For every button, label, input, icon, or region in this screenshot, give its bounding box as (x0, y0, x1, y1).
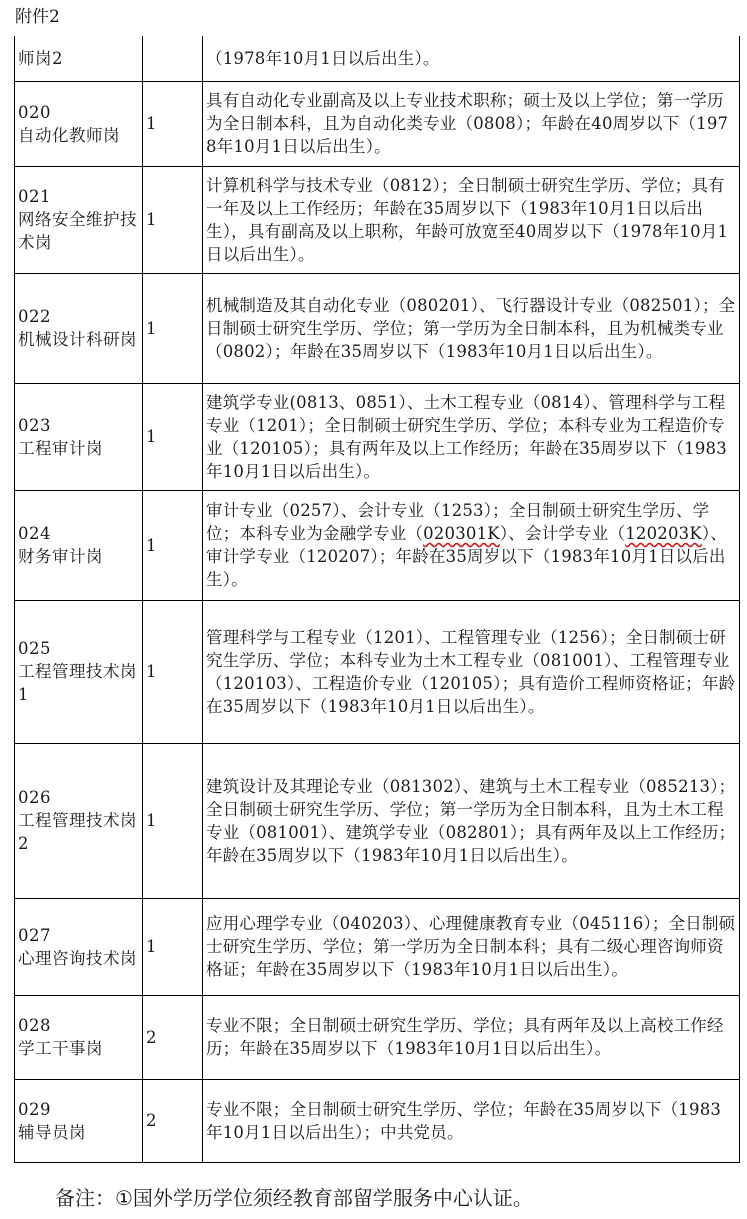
headcount-cell: 1 (143, 490, 203, 600)
position-title: 学工干事岗 (18, 1039, 103, 1058)
position-code: 024 (18, 524, 51, 543)
table-row (15, 36, 740, 81)
table-row (15, 743, 740, 898)
remark-note: 备注：①国外学历学位须经教育部留学服务中心认证。 (55, 1186, 533, 1210)
position-title: 机械设计科研岗 (18, 330, 137, 349)
requirement-code: 120203K (625, 524, 702, 543)
table-row (15, 1079, 740, 1162)
table-row (15, 600, 740, 743)
headcount-cell: 2 (143, 1079, 203, 1162)
attachment-label: 附件2 (15, 7, 60, 27)
position-cell (15, 273, 143, 383)
position-cell (15, 995, 143, 1079)
requirement-cell: 机械制造及其自动化专业（080201）、飞行器设计专业（082501）；全日制硕士研究生学历、学位；第一学历为全日制本科，且为机械类专业（0802）；年龄在35周岁以下（1983年10月1日以后出生）。 (203, 273, 740, 383)
position-code: 027 (18, 925, 51, 945)
requirement-cell: 建筑学专业(0813、0851）、土木工程专业（0814）、管理科学与工程专业（1201）；全日制硕士研究生学历、学位；本科专业为工程造价专业（120105）；具有两年及以上工作经历；年龄在35周岁以下（1983年10月1日以后出生）。 (203, 383, 740, 490)
position-code: 028 (18, 1016, 51, 1035)
table-row (15, 383, 740, 490)
position-cell (15, 600, 143, 743)
headcount-cell: 1 (143, 600, 203, 743)
requirement-cell: 建筑设计及其理论专业（081302）、建筑与土木工程专业（085213）；全日制硕士研究生学历、学位；第一学历为全日制本科，且为土木工程专业（081001）、建筑学专业（082801）；具有两年及以上工作经历；年龄在35周岁以下（1983年10月1日以后出生）。 (203, 743, 740, 898)
position-code: 029 (18, 1099, 51, 1119)
requirement-text: 审计专业（0257）、会计专业（1253）；全日制硕士研究生学历、学位；本科专业为金融学专业（ (206, 501, 710, 543)
headcount-cell: 1 (143, 743, 203, 898)
requirement-code: 020301K (423, 524, 500, 543)
headcount-cell: 1 (143, 273, 203, 383)
position-cell (15, 743, 143, 898)
requirement-text: ）、会计学专业（ (499, 524, 626, 543)
position-title: 财务审计岗 (18, 547, 103, 566)
position-code: 021 (18, 187, 51, 206)
position-code: 025 (18, 639, 51, 658)
requirement-cell: 计算机科学与技术专业（0812）；全日制硕士研究生学历、学位；具有一年及以上工作经历；年龄在35周岁以下（1983年10月1日以后出生），具有副高及以上职称，年龄可放宽至40周岁以下（1978年10月1日以后出生）。 (203, 166, 740, 273)
table-row (15, 81, 740, 166)
headcount-cell (143, 36, 203, 81)
headcount-cell: 1 (143, 898, 203, 995)
position-cell (15, 490, 143, 600)
position-title: 工程管理技术岗2 (18, 811, 137, 853)
headcount-cell: 1 (143, 81, 203, 166)
requirement-cell: 专业不限；全日制硕士研究生学历、学位；年龄在35周岁以下（1983年10月1日以后出生）；中共党员。 (203, 1079, 740, 1162)
requirement-cell: 专业不限；全日制硕士研究生学历、学位；具有两年及以上高校工作经历；年龄在35周岁以下（1983年10月1日以后出生）。 (203, 995, 740, 1079)
position-title: 心理咨询技术岗 (18, 948, 137, 968)
position-title: 工程管理技术岗1 (18, 662, 137, 704)
position-code: 020 (18, 102, 51, 122)
headcount-cell: 1 (143, 383, 203, 490)
position-title: 工程审计岗 (18, 438, 103, 458)
table-row (15, 166, 740, 273)
position-title: 自动化教师岗 (18, 125, 120, 145)
position-cell (15, 383, 143, 490)
position-cell (15, 1079, 143, 1162)
position-code: 023 (18, 415, 51, 435)
headcount-cell: 1 (143, 166, 203, 273)
position-title: 师岗2 (18, 48, 63, 68)
position-cell (15, 36, 143, 81)
position-cell (15, 898, 143, 995)
position-code: 026 (18, 788, 51, 807)
requirement-cell: 具有自动化专业副高及以上专业技术职称；硕士及以上学位；第一学历为全日制本科，且为自动化类专业（0808）；年龄在40周岁以下（1978年10月1日以后出生）。 (203, 81, 740, 166)
requirement-cell (203, 490, 740, 600)
table-row (15, 995, 740, 1079)
table-row (15, 273, 740, 383)
requirement-cell: （1978年10月1日以后出生）。 (203, 36, 740, 81)
job-table (14, 36, 740, 1163)
position-title: 网络安全维护技术岗 (18, 210, 137, 252)
position-title: 辅导员岗 (18, 1122, 86, 1142)
position-code: 022 (18, 307, 51, 326)
requirement-cell: 应用心理学专业（040203）、心理健康教育专业（045116）；全日制硕士研究生学历、学位；第一学历为全日制本科；具有二级心理咨询师资格证；年龄在35周岁以下（1983年10月1日以后出生）。 (203, 898, 740, 995)
table-row (15, 898, 740, 995)
position-cell (15, 81, 143, 166)
position-cell (15, 166, 143, 273)
headcount-cell: 2 (143, 995, 203, 1079)
requirement-cell: 管理科学与工程专业（1201）、工程管理专业（1256）；全日制硕士研究生学历、学位；本科专业为土木工程专业（081001）、工程管理专业（120103）、工程造价专业（120105）；具有造价工程师资格证；年龄在35周岁以下（1983年10月1日以后出生）。 (203, 600, 740, 743)
requirement-text: ）、审计学专业（120207）；年龄在35周岁以下（1983年10月1日以后出生）。 (206, 524, 728, 589)
table-row (15, 490, 740, 600)
